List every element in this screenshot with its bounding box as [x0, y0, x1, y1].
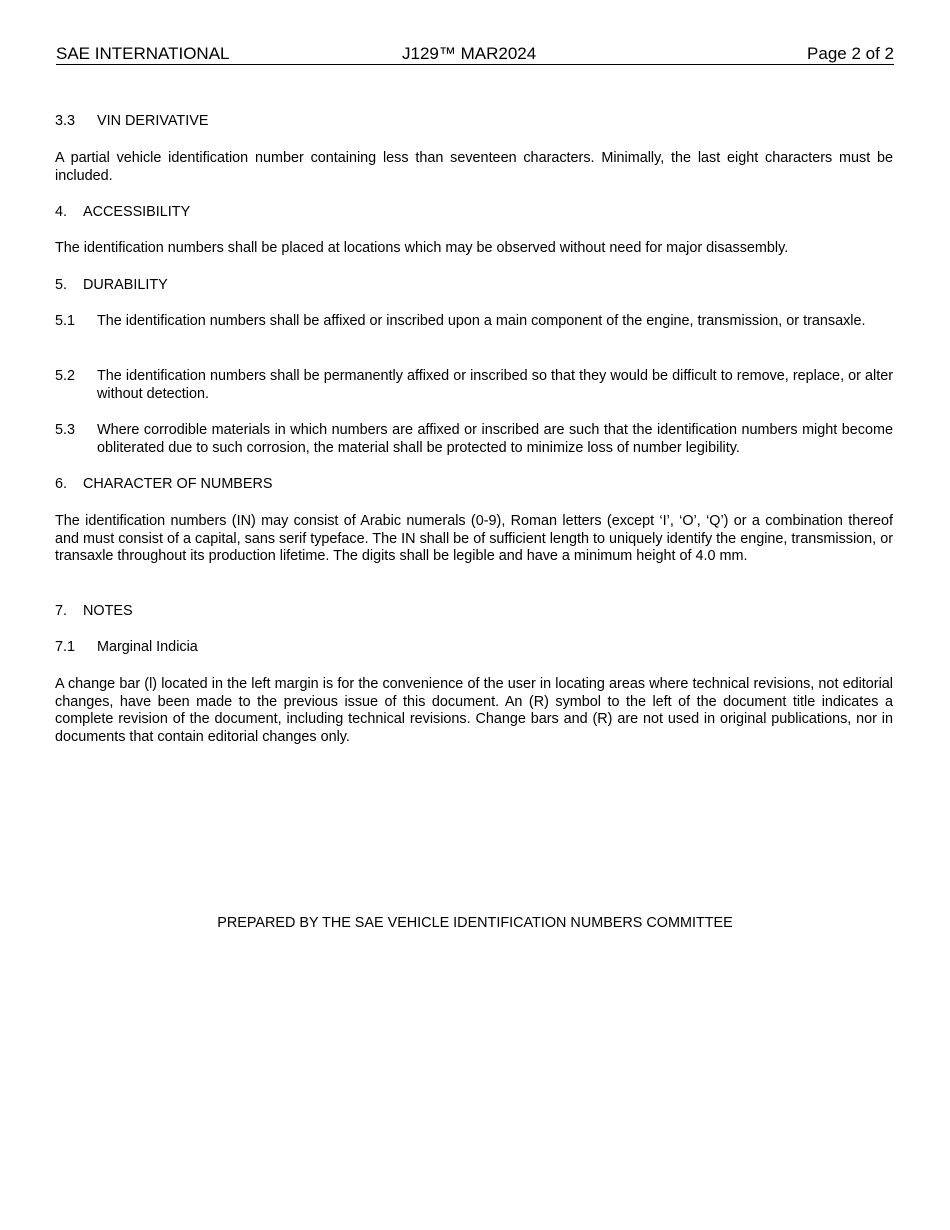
- header-document-id: J129™ MAR2024: [402, 44, 537, 63]
- section-4-title: ACCESSIBILITY: [83, 204, 191, 220]
- section-5-1-text: The identification numbers shall be affixed or inscribed upon a main component of the engine, transmission, or transaxle.: [97, 313, 866, 329]
- committee-footer: PREPARED BY THE SAE VEHICLE IDENTIFICATION NUMBERS COMMITTEE: [217, 915, 733, 931]
- section-4-text: The identification numbers shall be placed at locations which may be observed without need for major disassembly.: [55, 240, 789, 256]
- section-5-2-number: 5.2: [55, 368, 76, 384]
- section-5-number: 5.: [55, 277, 68, 293]
- section-5-3-number: 5.3: [55, 422, 76, 438]
- section-7-1-title: Marginal Indicia: [97, 639, 198, 655]
- section-6-title: CHARACTER OF NUMBERS: [83, 476, 273, 492]
- section-7-title: NOTES: [83, 603, 133, 619]
- section-6-text: The identification numbers (IN) may consist of Arabic numerals (0-9), Roman letters (except ‘I’, ‘O’, ‘Q’) or a combination thereof and must consist of a capital, sans serif typeface. The IN shall be of sufficient length to uniquely identify the engine, transmission, or transaxle throughout its production lifetime. The digits shall be legible and have a minimum height of 4.0 mm.: [55, 513, 893, 564]
- section-4-number: 4.: [55, 204, 68, 220]
- section-5-title: DURABILITY: [83, 277, 168, 293]
- section-3-3-title: VIN DERIVATIVE: [97, 113, 209, 129]
- header-organization: SAE INTERNATIONAL: [56, 44, 230, 63]
- section-5-2-text: The identification numbers shall be permanently affixed or inscribed so that they would be difficult to remove, replace, or alter without detection.: [97, 368, 893, 402]
- section-3-3-text: A partial vehicle identification number containing less than seventeen characters. Minimally, the last eight characters must be included.: [55, 150, 893, 184]
- section-3-3-number: 3.3: [55, 113, 76, 129]
- page-header: [56, 44, 894, 65]
- section-7-1-number: 7.1: [55, 639, 76, 655]
- header-page-number: Page 2 of 2: [807, 44, 894, 63]
- section-5-3-text: Where corrodible materials in which numbers are affixed or inscribed are such that the identification numbers might become obliterated due to such corrosion, the material shall be protected to minimize loss of number legibility.: [97, 422, 893, 456]
- section-5-1-number: 5.1: [55, 313, 76, 329]
- section-7-1-text: A change bar (l) located in the left margin is for the convenience of the user in locating areas where technical revisions, not editorial changes, have been made to the previous issue of this document. An (R) symbol to the left of the document title indicates a complete revision of the document, including technical revisions. Change bars and (R) are not used in original publications, nor in documents that contain editorial changes only.: [55, 676, 893, 745]
- section-7-number: 7.: [55, 603, 68, 619]
- section-6-number: 6.: [55, 476, 68, 492]
